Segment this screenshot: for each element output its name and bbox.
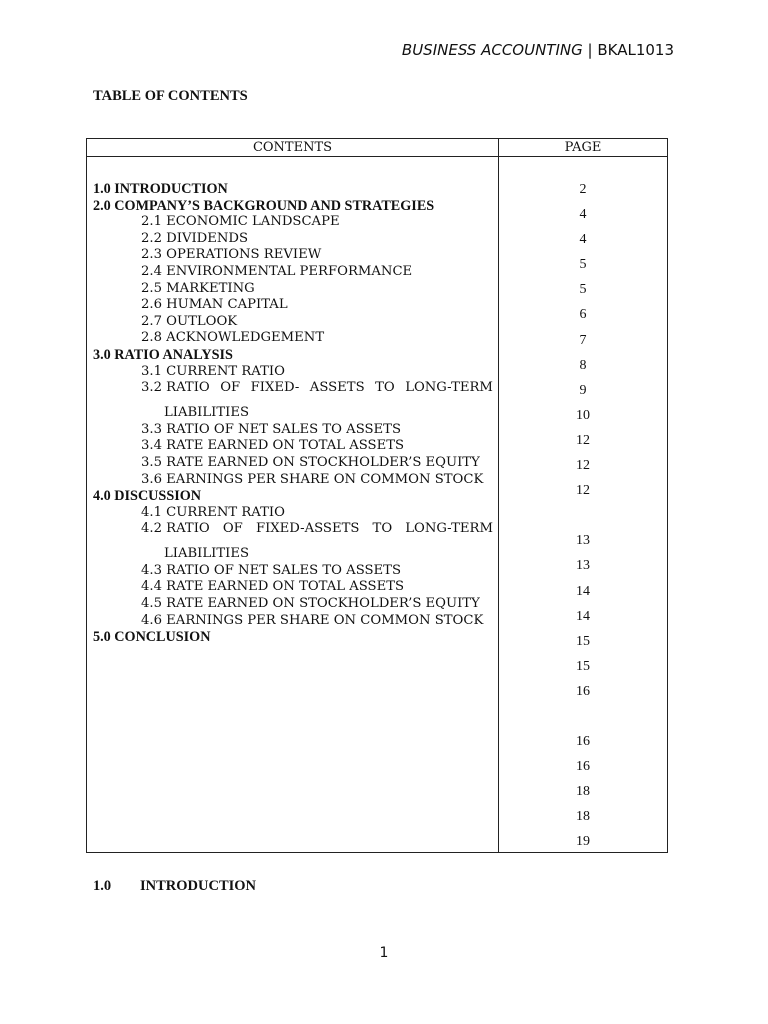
- toc-page-number: 12: [576, 483, 590, 499]
- toc-page-numbers: [499, 182, 667, 860]
- toc-entry-word: TO: [375, 380, 395, 396]
- page-number: 1: [379, 945, 389, 961]
- toc-entry-word: ASSETS: [309, 380, 365, 396]
- toc-page-number: 5: [579, 257, 587, 273]
- toc-entry-word: 4.2 RATIO: [141, 521, 210, 537]
- toc-entry-word: OF: [220, 380, 241, 396]
- toc-entry[interactable]: 2.6 HUMAN CAPITAL: [141, 297, 288, 313]
- toc-entry[interactable]: 4.5 RATE EARNED ON STOCKHOLDER’S EQUITY: [141, 596, 480, 612]
- header-course: BUSINESS ACCOUNTING: [401, 41, 583, 59]
- toc-page-number: 18: [576, 784, 590, 800]
- section-title: INTRODUCTION: [140, 878, 257, 894]
- toc-page-number: 15: [576, 633, 590, 649]
- toc-entry-word: FIXED-ASSETS: [255, 521, 360, 537]
- toc-entry[interactable]: 3.6 EARNINGS PER SHARE ON COMMON STOCK: [141, 471, 484, 487]
- toc-title: TABLE OF CONTENTS: [93, 88, 248, 104]
- toc-page-number: 6: [579, 307, 587, 323]
- toc-page-number: 13: [576, 558, 590, 574]
- toc-entry[interactable]: 4.1 CURRENT RATIO: [141, 504, 285, 520]
- toc-page-number: 10: [576, 407, 590, 423]
- toc-entry[interactable]: 3.5 RATE EARNED ON STOCKHOLDER’S EQUITY: [141, 454, 480, 470]
- contents-column-header: CONTENTS: [252, 140, 333, 155]
- page-column-header: PAGE: [564, 140, 602, 155]
- toc-entry-continuation[interactable]: LIABILITIES: [164, 546, 250, 562]
- toc-entry[interactable]: 1.0 INTRODUCTION: [93, 181, 228, 197]
- toc-page-number: 14: [576, 608, 590, 624]
- toc-entry[interactable]: 2.0 COMPANY’S BACKGROUND AND STRATEGIES: [93, 197, 435, 214]
- toc-page-number: 19: [576, 834, 590, 850]
- toc-page-number: 4: [579, 232, 587, 248]
- toc-table: [86, 138, 668, 853]
- toc-entry[interactable]: 4.0 DISCUSSION: [93, 488, 202, 505]
- section-heading: [93, 878, 256, 895]
- toc-entry[interactable]: 2.7 OUTLOOK: [141, 313, 238, 329]
- toc-entry-word: TO: [372, 521, 393, 537]
- toc-entry-word: OF: [222, 521, 243, 537]
- toc-page-number: 8: [579, 357, 587, 373]
- toc-page-number: 12: [576, 458, 590, 474]
- toc-page-number: 7: [579, 332, 587, 348]
- toc-entry[interactable]: 2.5 MARKETING: [141, 280, 255, 296]
- toc-entry[interactable]: 3.3 RATIO OF NET SALES TO ASSETS: [141, 421, 401, 437]
- toc-page-number: 9: [579, 382, 587, 398]
- toc-page-number: 4: [579, 207, 587, 223]
- toc-entry-continuation[interactable]: LIABILITIES: [164, 405, 250, 421]
- toc-page-number: 12: [576, 432, 590, 448]
- toc-entry[interactable]: [93, 380, 493, 405]
- toc-entry[interactable]: 3.4 RATE EARNED ON TOTAL ASSETS: [141, 438, 405, 454]
- toc-entries: [93, 181, 493, 646]
- toc-entry[interactable]: 2.3 OPERATIONS REVIEW: [141, 247, 322, 263]
- toc-entry-word: 3.2 RATIO: [141, 380, 210, 396]
- toc-entry-word: LONG-TERM: [405, 380, 493, 396]
- toc-page-number: 18: [576, 809, 590, 825]
- toc-page-number: 15: [576, 658, 590, 674]
- toc-entry[interactable]: 3.0 RATIO ANALYSIS: [93, 346, 233, 363]
- running-header: [402, 41, 674, 59]
- toc-entry[interactable]: [93, 521, 493, 546]
- toc-entry[interactable]: 4.6 EARNINGS PER SHARE ON COMMON STOCK: [141, 612, 484, 628]
- toc-page-number: 5: [579, 282, 587, 298]
- toc-page-number: 16: [576, 734, 590, 750]
- toc-page-number: 2: [579, 182, 587, 197]
- toc-entry[interactable]: 4.3 RATIO OF NET SALES TO ASSETS: [141, 562, 401, 578]
- toc-header-row: [87, 139, 667, 157]
- toc-entry[interactable]: 2.2 DIVIDENDS: [141, 230, 249, 246]
- toc-entry-word: FIXED-: [250, 380, 300, 396]
- header-code: BKAL1013: [597, 41, 674, 59]
- toc-entry[interactable]: 4.4 RATE EARNED ON TOTAL ASSETS: [141, 579, 405, 595]
- toc-page-number: 16: [576, 759, 590, 775]
- toc-entry[interactable]: 5.0 CONCLUSION: [93, 629, 211, 646]
- toc-page-number: 14: [576, 583, 590, 599]
- toc-entry-word: LONG-TERM: [405, 521, 493, 537]
- toc-entry[interactable]: 2.1 ECONOMIC LANDSCAPE: [141, 214, 340, 230]
- toc-page-number: 16: [576, 683, 590, 699]
- header-separator: |: [582, 41, 598, 59]
- toc-page-number: 13: [576, 533, 590, 549]
- toc-entry[interactable]: 2.8 ACKNOWLEDGEMENT: [141, 330, 325, 346]
- toc-entry[interactable]: 3.1 CURRENT RATIO: [141, 363, 285, 379]
- toc-entry[interactable]: 2.4 ENVIRONMENTAL PERFORMANCE: [141, 263, 413, 279]
- section-number: 1.0: [93, 878, 112, 894]
